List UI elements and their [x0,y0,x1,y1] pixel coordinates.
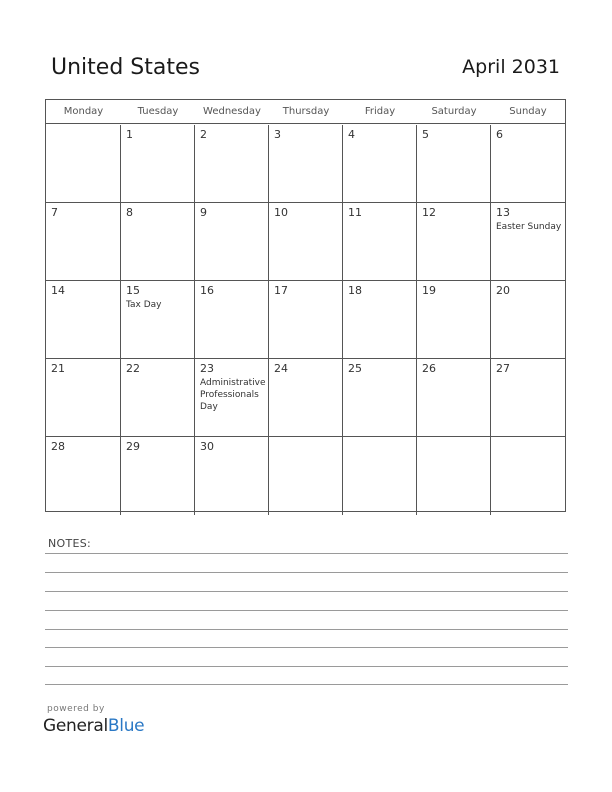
day-cell [417,281,491,359]
day-number: 24 [274,362,288,375]
powered-by-text: powered by [47,704,105,714]
day-cell [491,281,565,359]
day-number: 17 [274,284,288,297]
brand-blue-text: Blue [107,716,145,736]
weekday-sunday: Sunday [509,106,547,117]
day-cell [491,359,565,437]
day-number: 30 [200,440,214,453]
day-cell [195,281,269,359]
day-cell [269,125,343,203]
day-cell [46,125,121,203]
weekday-monday: Monday [63,106,104,117]
day-cell [195,437,269,515]
day-cell [269,203,343,281]
day-cell [121,125,195,203]
note-line [45,647,568,648]
generalblue-logo [43,716,144,736]
day-number: 9 [200,206,207,219]
day-cell [417,437,491,515]
day-number: 25 [348,362,362,375]
day-number: 6 [496,128,503,141]
day-number: 1 [126,128,133,141]
weekday-header-row [46,100,565,124]
day-number: 22 [126,362,140,375]
day-number: 26 [422,362,436,375]
note-line [45,553,568,554]
day-number: 7 [51,206,58,219]
day-cell [121,281,195,359]
day-number: 16 [200,284,214,297]
brand-general-text: General [43,716,108,736]
holiday-label: Tax Day [126,300,162,310]
weekday-wednesday: Wednesday [203,106,261,117]
day-cell [343,281,417,359]
day-number: 13 [496,206,510,219]
day-cell [343,437,417,515]
day-number: 28 [51,440,65,453]
day-number: 14 [51,284,65,297]
day-number: 3 [274,128,281,141]
holiday-label: Easter Sunday [496,222,562,232]
day-cell [491,437,565,515]
day-number: 23 [200,362,214,375]
day-cell [46,281,121,359]
day-cell [121,359,195,437]
day-number: 20 [496,284,510,297]
day-cell [491,203,565,281]
month-year-title: April 2031 [462,56,560,78]
day-cell [46,203,121,281]
day-cell [46,359,121,437]
day-number: 10 [274,206,288,219]
day-cell [195,359,269,437]
weekday-saturday: Saturday [431,106,477,117]
day-cell [121,203,195,281]
day-cell [269,281,343,359]
day-number: 29 [126,440,140,453]
weekday-thursday: Thursday [282,106,330,117]
day-number: 5 [422,128,429,141]
holiday-label: Administrative Professionals Day [200,378,266,412]
day-cell [417,125,491,203]
day-number: 18 [348,284,362,297]
day-number: 4 [348,128,355,141]
day-number: 8 [126,206,133,219]
day-number: 19 [422,284,436,297]
country-title: United States [51,55,200,80]
day-cell [195,203,269,281]
day-cell [343,125,417,203]
day-cell [343,359,417,437]
calendar-grid [45,99,566,512]
notes-label: NOTES: [48,537,92,550]
day-cell [417,203,491,281]
note-line [45,572,568,573]
note-line [45,629,568,630]
day-number: 21 [51,362,65,375]
day-number: 27 [496,362,510,375]
note-line [45,591,568,592]
day-cell [269,359,343,437]
note-line [45,610,568,611]
weekday-friday: Friday [364,106,396,117]
day-number: 12 [422,206,436,219]
day-cell [269,437,343,515]
note-line [45,666,568,667]
day-cell [343,203,417,281]
day-cell [46,437,121,515]
day-cell [491,125,565,203]
day-cell [417,359,491,437]
day-cell [121,437,195,515]
weekday-tuesday: Tuesday [137,106,179,117]
day-number: 11 [348,206,362,219]
day-number: 2 [200,128,207,141]
note-line [45,684,568,685]
day-cell [195,125,269,203]
day-number: 15 [126,284,140,297]
